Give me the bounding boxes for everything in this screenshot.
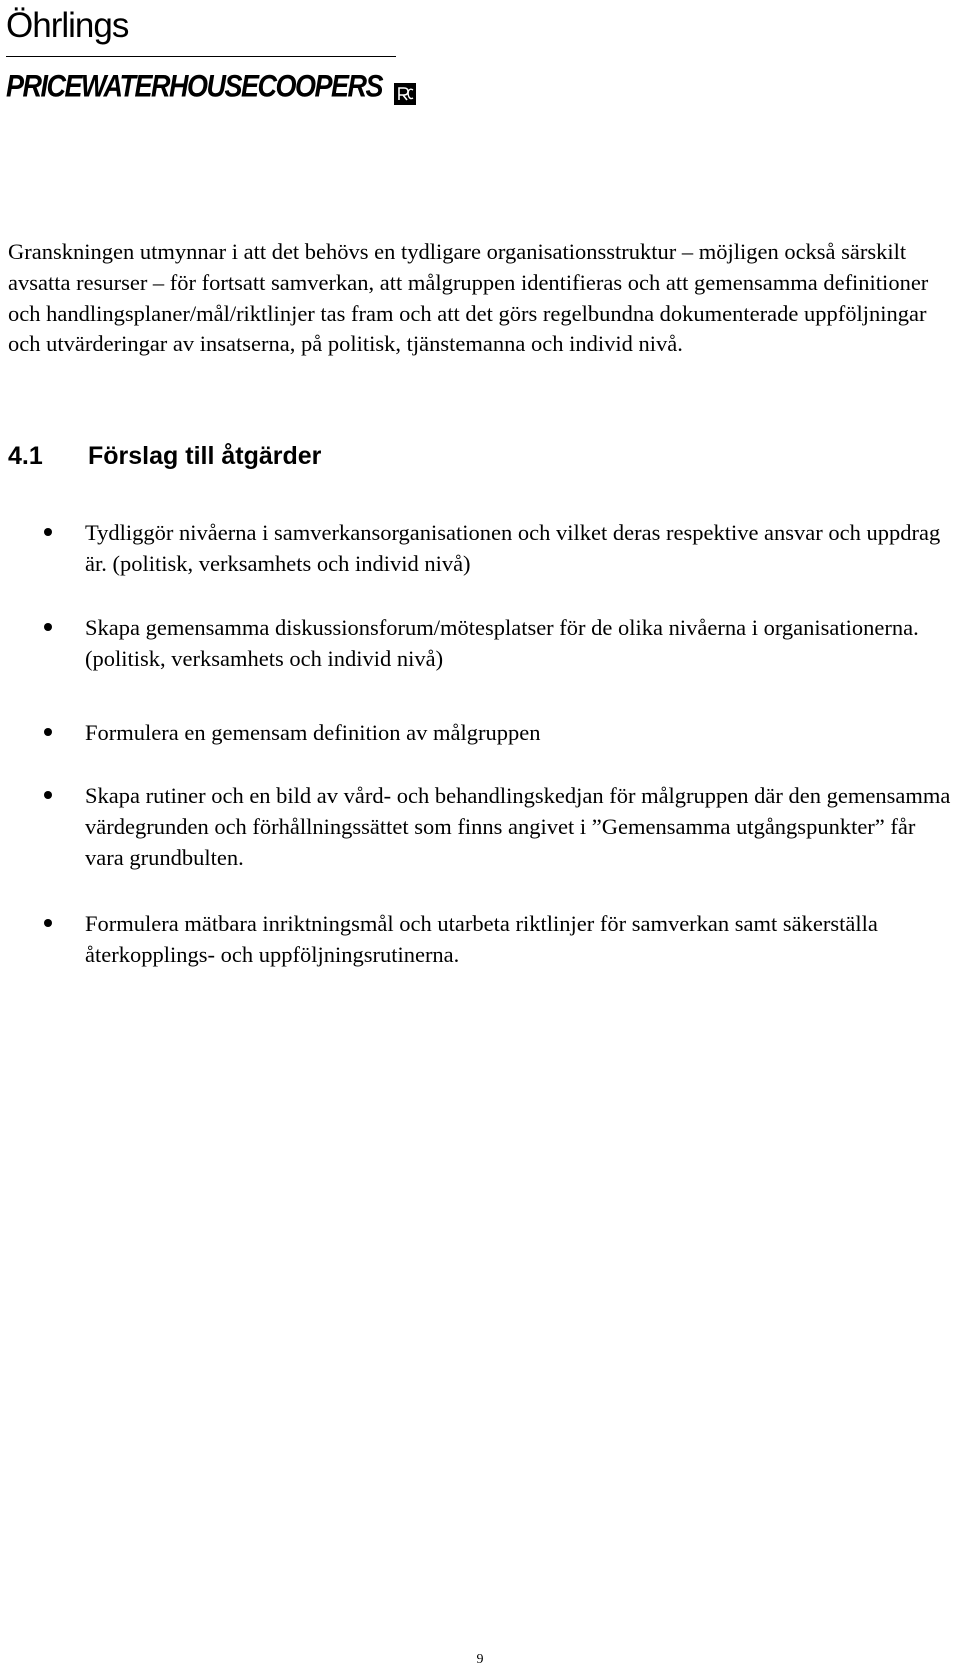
list-item-text: Skapa gemensamma diskussionsforum/mötesplatser för de olika nivåerna i organisationerna. (politisk, verksamhets och individ nivå) [85, 615, 919, 671]
body-paragraph: Granskningen utmynnar i att det behövs en tydligare organisationsstruktur – möjligen också särskilt avsatta resurser – för fortsatt samverkan, att målgruppen identifieras och att gemensamma definitioner och handlingsplaner/mål/riktlinjer tas fram och att det görs regelbundna dokumenterade uppföljningar och utvärderingar av insatserna, på politisk, tjänstemanna och individ nivå. [8, 239, 929, 357]
bullet-icon [44, 728, 52, 736]
letterhead [6, 6, 398, 113]
section-heading [8, 441, 321, 471]
brand-seal-icon [394, 83, 416, 105]
list-item-text: Tydliggör nivåerna i samverkansorganisationen och vilket deras respektive ansvar och uppdrag är. (politisk, verksamhets och individ nivå) [85, 520, 941, 576]
bullet-icon [44, 528, 52, 536]
section-number: 4.1 [8, 442, 43, 470]
brand-name: PRICEWATERHOUSECOOPERS [6, 68, 383, 104]
bullet-icon [44, 919, 52, 927]
letterhead-rule [6, 56, 396, 57]
bullet-icon [44, 623, 52, 631]
list-item-text: Formulera mätbara inriktningsmål och utarbeta riktlinjer för samverkan samt säkerställa återkopplings- och uppföljningsrutinerna. [85, 911, 878, 967]
section-title: Förslag till åtgärder [88, 442, 322, 470]
list-item-text: Skapa rutiner och en bild av vård- och behandlingskedjan för målgruppen där den gemensamma värdegrunden och förhållningssättet som finns angivet i ”Gemensamma utgångspunkter” får vara grundbulten. [85, 783, 951, 870]
firm-name: Öhrlings [6, 6, 129, 45]
page-number: 9 [476, 1652, 484, 1667]
brand-logo [6, 67, 398, 113]
list-item-text: Formulera en gemensam definition av målgruppen [85, 720, 541, 745]
bullet-icon [44, 791, 52, 799]
